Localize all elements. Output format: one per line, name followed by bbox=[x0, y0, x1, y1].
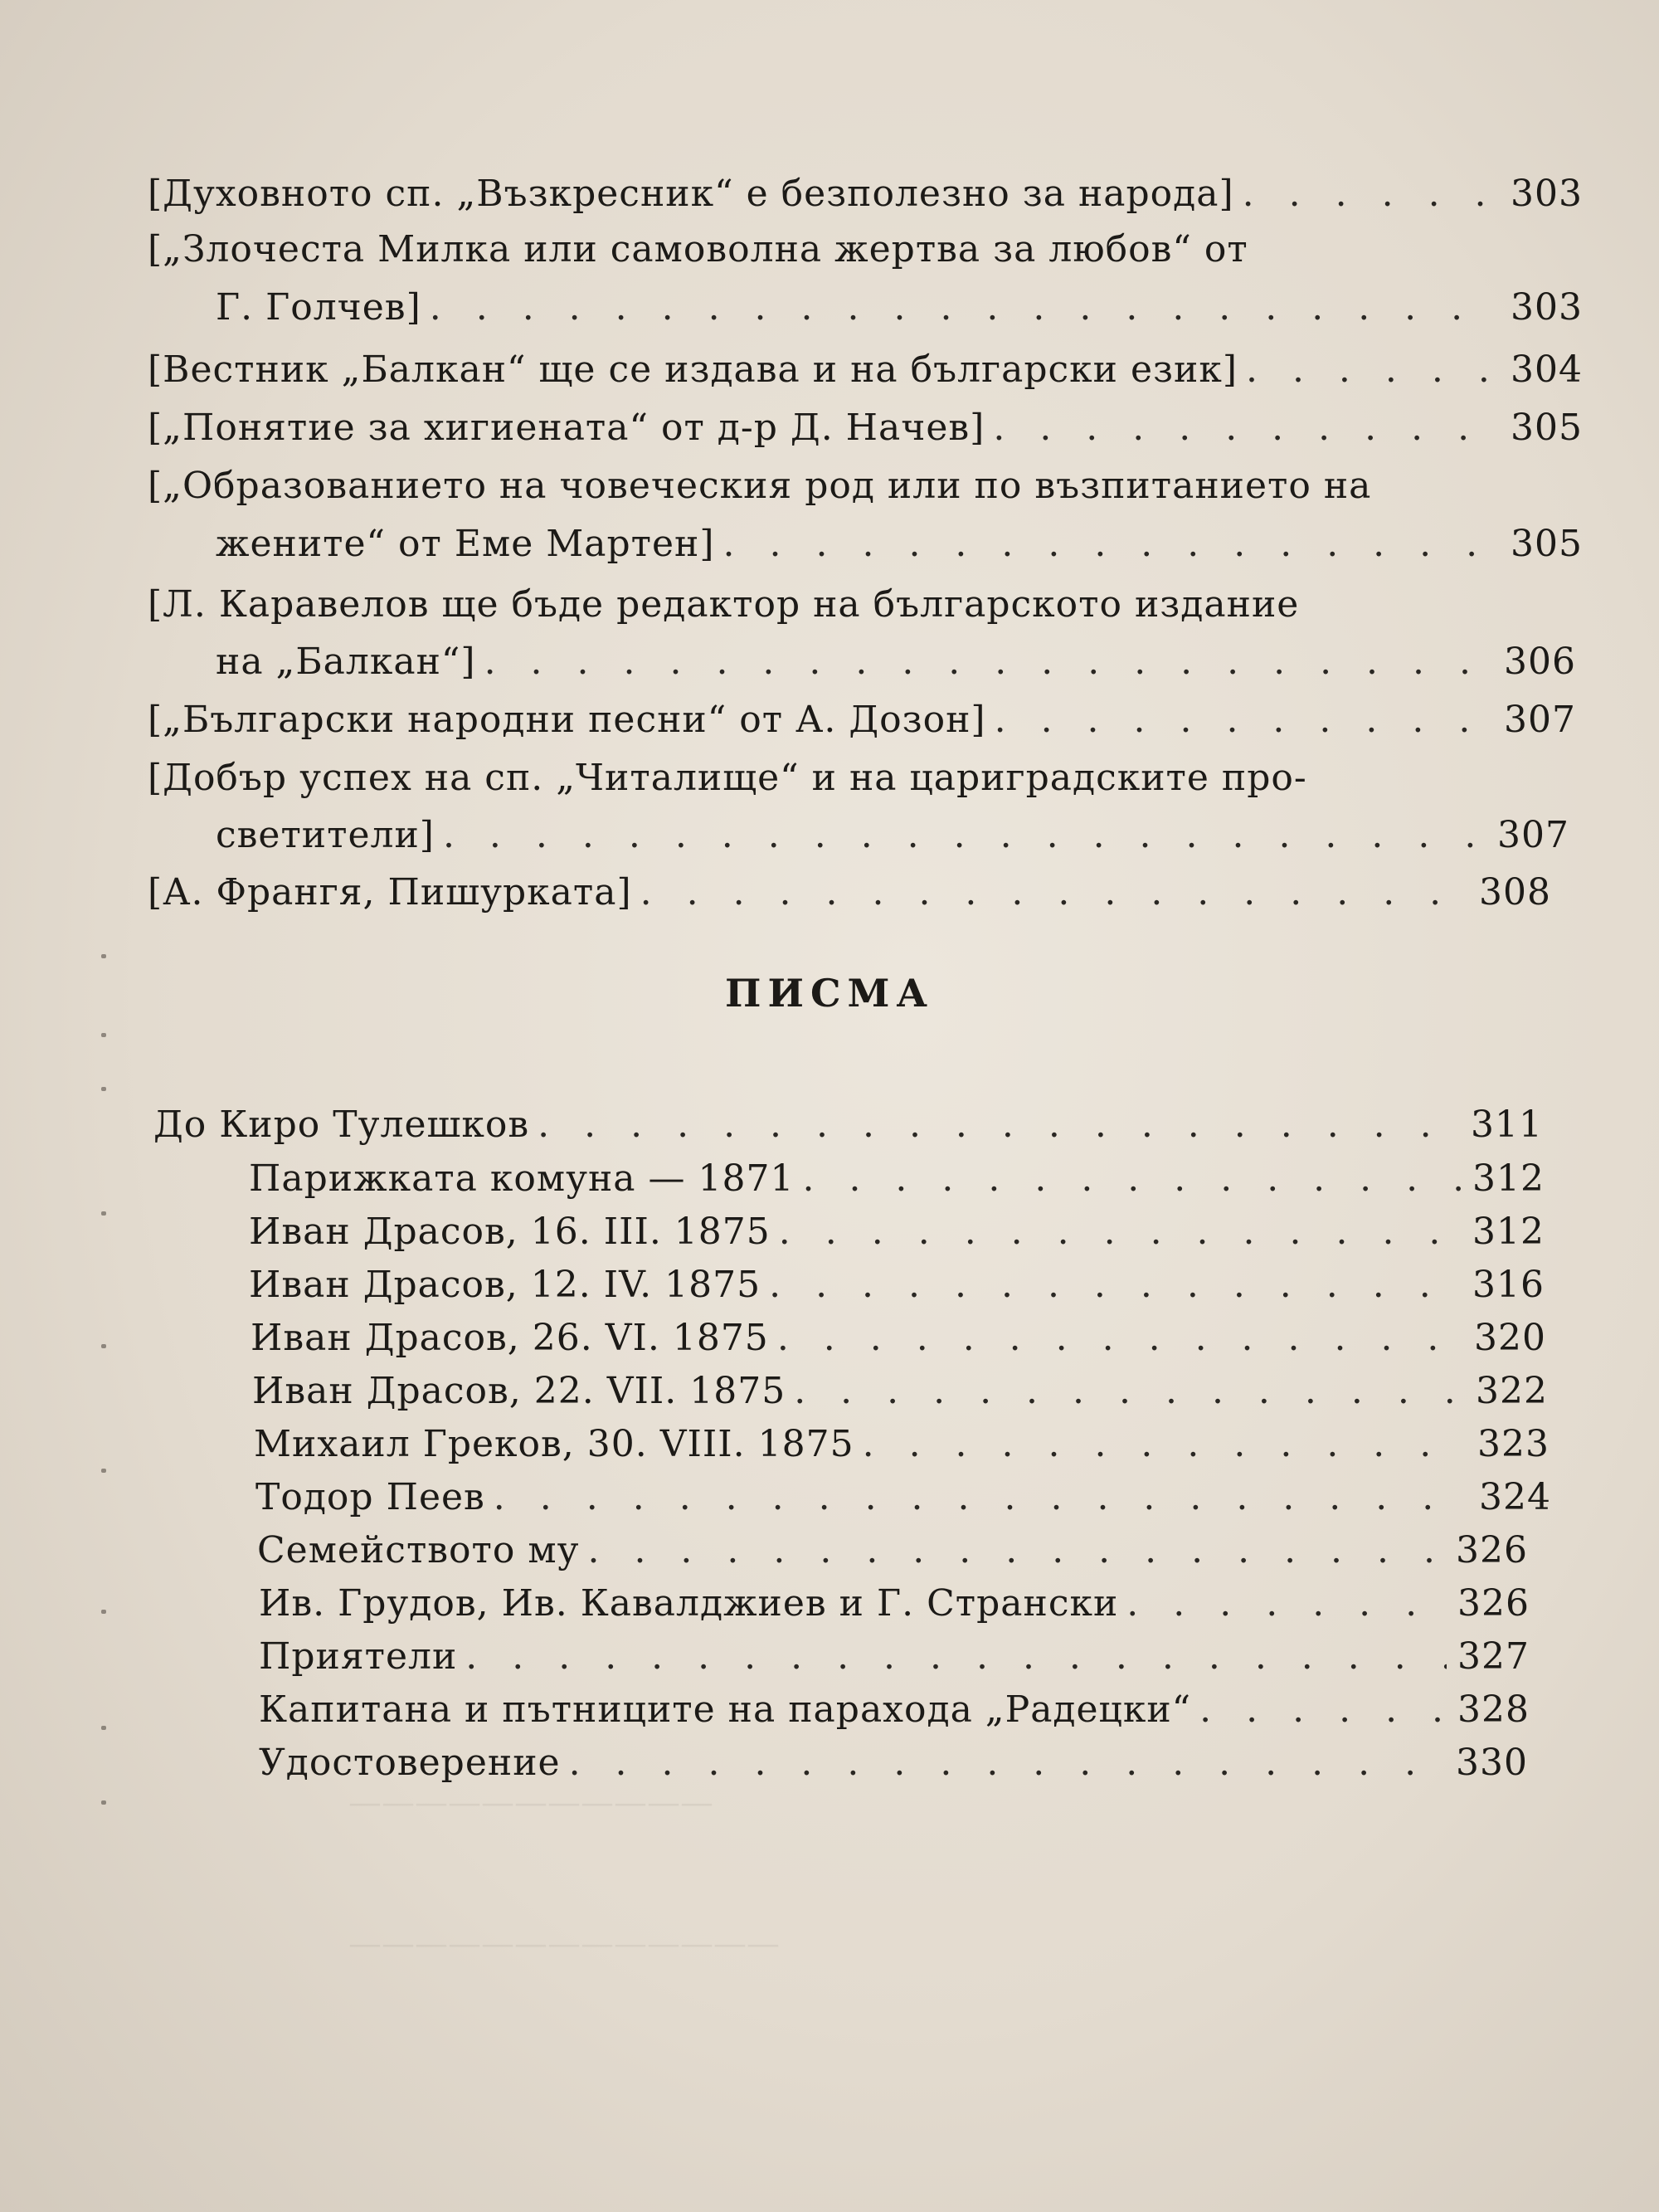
dot-leader bbox=[430, 286, 1500, 329]
toc-entry-title-line: [Л. Каравелов ще бъде редактор на българското издание bbox=[148, 583, 1300, 626]
dot-leader bbox=[995, 699, 1493, 741]
toc-entry-page: 308 bbox=[1479, 871, 1551, 914]
toc-entry[interactable] bbox=[148, 699, 1576, 741]
toc-entry-title: светители] bbox=[216, 814, 435, 856]
dot-leader bbox=[484, 641, 1493, 683]
toc-entry-title: жените“ от Еме Мартен] bbox=[216, 523, 715, 565]
section-heading: ПИСМА bbox=[725, 971, 934, 1016]
toc-entry-page: 305 bbox=[1511, 523, 1583, 565]
toc-entry[interactable] bbox=[216, 641, 1576, 683]
toc-entry-page: 316 bbox=[1472, 1264, 1545, 1306]
toc-entry-title: Ив. Грудов, Ив. Кавалджиев и Г. Странски bbox=[259, 1582, 1119, 1625]
toc-entry-title: Михаил Греков, 30. VIII. 1875 bbox=[254, 1423, 854, 1465]
toc-entry-title: Семейството му bbox=[257, 1529, 580, 1571]
toc-entry[interactable] bbox=[259, 1582, 1530, 1625]
toc-entry-title: [А. Франгя, Пишурката] bbox=[148, 871, 632, 914]
toc-entry-page: 326 bbox=[1457, 1582, 1530, 1625]
toc-entry[interactable] bbox=[153, 1104, 1543, 1146]
dot-leader bbox=[465, 1635, 1447, 1678]
toc-entry[interactable] bbox=[254, 1423, 1550, 1465]
dot-leader bbox=[802, 1157, 1462, 1200]
dot-leader bbox=[1243, 173, 1500, 215]
dot-leader bbox=[779, 1211, 1462, 1253]
toc-entry-page: 305 bbox=[1511, 407, 1583, 449]
toc-entry-title: [„Български народни песни“ от А. Дозон] bbox=[148, 699, 986, 741]
toc-entry-title: [Духовното сп. „Възкресник“ е безполезно за народа] bbox=[148, 173, 1234, 215]
toc-entry-page: 307 bbox=[1504, 699, 1576, 741]
toc-entry-page: 303 bbox=[1511, 173, 1583, 215]
toc-entry[interactable] bbox=[249, 1211, 1545, 1253]
toc-entry-page: 327 bbox=[1457, 1635, 1530, 1678]
toc-entry-page: 311 bbox=[1471, 1104, 1543, 1146]
toc-entry-page: 328 bbox=[1457, 1688, 1530, 1731]
toc-entry-page: 304 bbox=[1511, 348, 1583, 391]
toc-entry-title: Иван Драсов, 26. VI. 1875 bbox=[251, 1317, 769, 1359]
dot-leader bbox=[587, 1529, 1445, 1571]
toc-entry-title: До Киро Тулешков bbox=[153, 1104, 530, 1146]
dot-leader bbox=[538, 1104, 1460, 1146]
toc-entry[interactable] bbox=[255, 1476, 1551, 1518]
dot-leader bbox=[863, 1423, 1467, 1465]
dot-leader bbox=[494, 1476, 1468, 1518]
dot-leader bbox=[569, 1742, 1445, 1784]
toc-entry[interactable] bbox=[249, 1157, 1545, 1200]
toc-entry[interactable] bbox=[216, 814, 1569, 856]
toc-entry[interactable] bbox=[259, 1742, 1528, 1784]
toc-entry-page: 324 bbox=[1479, 1476, 1551, 1518]
dot-leader bbox=[993, 407, 1500, 449]
toc-entry-page: 312 bbox=[1472, 1211, 1545, 1253]
toc-entry-page: 307 bbox=[1497, 814, 1569, 856]
toc-entry[interactable] bbox=[148, 871, 1551, 914]
dot-leader bbox=[1126, 1582, 1447, 1625]
dot-leader bbox=[777, 1317, 1463, 1359]
dot-leader bbox=[723, 523, 1500, 565]
dot-leader bbox=[1246, 348, 1500, 391]
toc-entry-title: [Вестник „Балкан“ ще се издава и на български език] bbox=[148, 348, 1238, 391]
toc-entry[interactable] bbox=[251, 1317, 1546, 1359]
toc-entry-title: на „Балкан“] bbox=[216, 641, 476, 683]
toc-entry[interactable] bbox=[216, 523, 1583, 565]
toc-entry-title: Парижката комуна — 1871 bbox=[249, 1157, 795, 1200]
dot-leader bbox=[769, 1264, 1462, 1306]
bleed-through-shadow: ————————————— bbox=[348, 1925, 780, 1963]
toc-entry-page: 312 bbox=[1472, 1157, 1545, 1200]
dot-leader bbox=[794, 1370, 1465, 1412]
toc-entry-page: 303 bbox=[1511, 286, 1583, 329]
toc-entry-title: Иван Драсов, 22. VII. 1875 bbox=[252, 1370, 786, 1412]
toc-entry-page: 320 bbox=[1474, 1317, 1546, 1359]
toc-entry[interactable] bbox=[148, 407, 1583, 449]
toc-entry-title-line: [„Злочеста Милка или самоволна жертва за любов“ от bbox=[148, 228, 1248, 270]
toc-entry-title: [„Понятие за хигиената“ от д-р Д. Начев] bbox=[148, 407, 985, 449]
toc-entry-page: 306 bbox=[1504, 641, 1576, 683]
toc-entry-page: 330 bbox=[1456, 1742, 1528, 1784]
toc-entry[interactable] bbox=[148, 173, 1583, 215]
toc-entry-title: Тодор Пеев bbox=[255, 1476, 485, 1518]
toc-entry-title: Г. Голчев] bbox=[216, 286, 421, 329]
toc-entry-title: Иван Драсов, 16. III. 1875 bbox=[249, 1211, 771, 1253]
dot-leader bbox=[1199, 1688, 1447, 1731]
toc-entry[interactable] bbox=[216, 286, 1583, 329]
toc-entry-title: Приятели bbox=[259, 1635, 458, 1678]
toc-entry-title-line: [„Образованието на човеческия род или по възпитанието на bbox=[148, 465, 1372, 507]
toc-entry[interactable] bbox=[257, 1529, 1528, 1571]
toc-entry[interactable] bbox=[148, 348, 1583, 391]
toc-entry[interactable] bbox=[259, 1688, 1530, 1731]
toc-entry[interactable] bbox=[252, 1370, 1548, 1412]
toc-entry-title: Иван Драсов, 12. IV. 1875 bbox=[249, 1264, 761, 1306]
toc-entry-page: 326 bbox=[1456, 1529, 1528, 1571]
toc-entry-title-line: [Добър успех на сп. „Читалище“ и на цариградските про- bbox=[148, 757, 1307, 799]
toc-entry-page: 322 bbox=[1476, 1370, 1548, 1412]
toc-entry-title: Капитана и пътниците на парахода „Радецки“ bbox=[259, 1688, 1192, 1731]
toc-entry[interactable] bbox=[249, 1264, 1545, 1306]
dot-leader bbox=[640, 871, 1468, 914]
toc-entry-page: 323 bbox=[1477, 1423, 1550, 1465]
bleed-through-shadow: ——————————— bbox=[348, 1784, 713, 1822]
toc-entry[interactable] bbox=[259, 1635, 1530, 1678]
dot-leader bbox=[443, 814, 1486, 856]
toc-entry-title: Удостоверение bbox=[259, 1742, 561, 1784]
